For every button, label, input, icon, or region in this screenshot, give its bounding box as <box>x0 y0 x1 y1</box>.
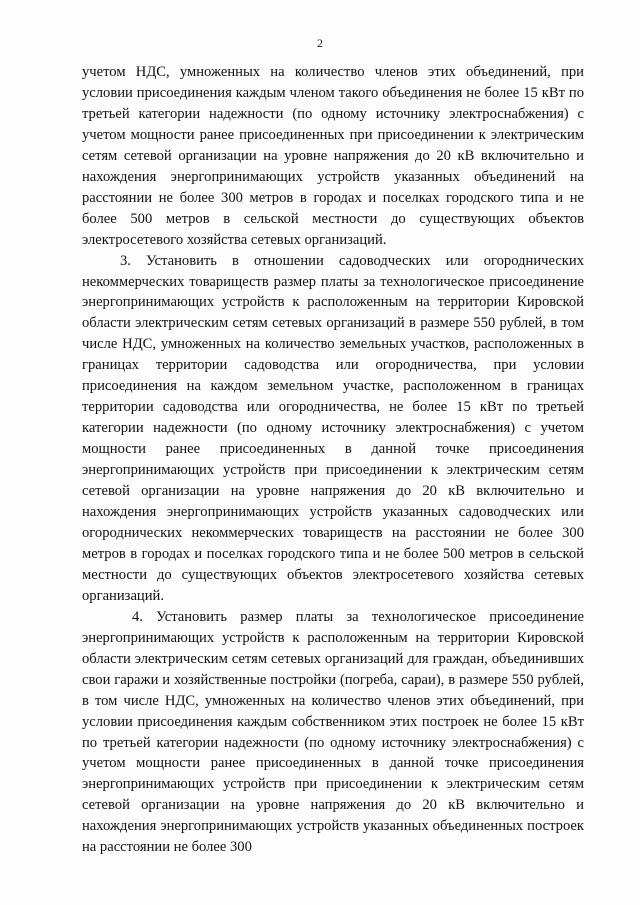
document-body <box>82 62 584 858</box>
paragraph-4: 4. Установить размер платы за технологическое присоединение энергопринимающих устройств к расположенным на территории Кировской области электрическим сетям сетевых организаций для граждан, объединивших свои гаражи и хозяйственные постройки (погреба, сараи), в размере 550 рублей, в том числе НДС, умноженных на количество членов этих объединений, при условии присоединения каждым собственником этих построек не более 15 кВт по третьей категории надежности (по одному источнику электроснабжения) с учетом мощности ранее присоединенных в данной точке присоединения энергопринимающих устройств при присоединении к электрическим сетям сетевой организации на уровне напряжения до 20 кВ включительно и нахождения энергопринимающих устройств указанных объединенных построек на расстоянии не более 300 <box>82 608 584 856</box>
paragraph-3: 3. Установить в отношении садоводческих или огороднических некоммерческих товариществ размер платы за технологическое присоединение энергопринимающих устройств к расположенным на территории Кировской области электрическим сетям сетевых организаций в размере 550 рублей, в том числе НДС, умноженных на количество земельных участков, расположенных в границах территории садоводства или огородничества, при условии присоединения на каждом земельном участке, расположенном в границах территории садоводства или огородничества, не более 15 кВт по третьей категории надежности (по одному источнику электроснабжения) с учетом мощности ранее присоединенных в данной точке присоединения энергопринимающих устройств при присоединении к электрическим сетям сетевой организации на уровне напряжения до 20 кВ включительно и нахождения энергопринимающих устройств указанных садоводческих или огороднических некоммерческих товариществ на расстоянии не более 300 метров в городах и поселках городского типа и не более 500 метров в сельской местности до существующих объектов электросетевого хозяйства сетевых организаций. <box>82 252 584 604</box>
paragraph-continuation: учетом НДС, умноженных на количество членов этих объединений, при условии присоединения каждым членом такого объединения не более 15 кВт по третьей категории надежности (по одному источнику электроснабжения) с учетом мощности ранее присоединенных при присоединении к электрическим сетям сетевой организации на уровне напряжения до 20 кВ включительно и нахождения энергопринимающих устройств указанных объединений на расстоянии не более 300 метров в городах и поселках городского типа и не более 500 метров в сельской местности до существующих объектов электросетевого хозяйства сетевых организаций. <box>82 64 584 248</box>
page-number: 2 <box>317 36 323 50</box>
